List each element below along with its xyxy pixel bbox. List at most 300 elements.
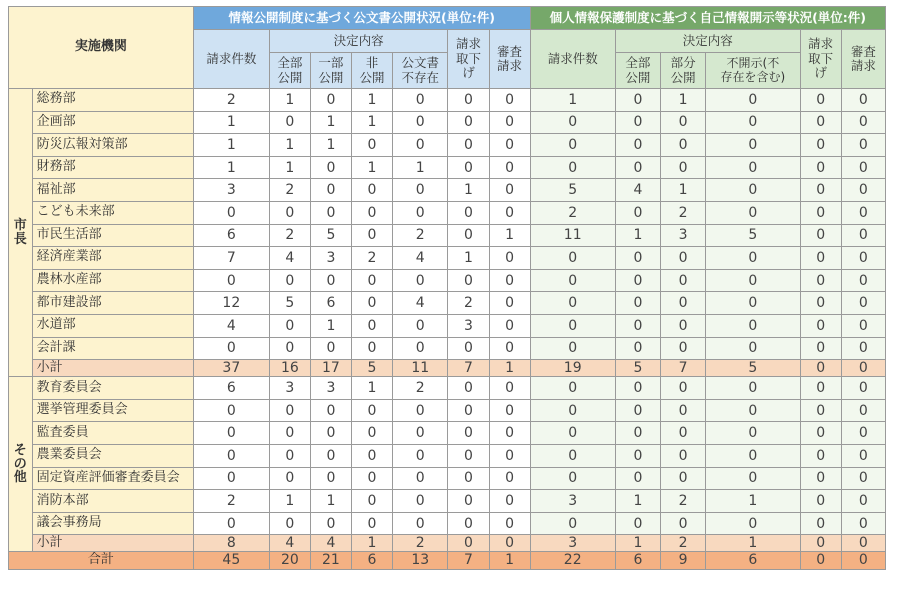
institution-header: 実施機関	[9, 7, 194, 89]
cell-value: 1	[706, 490, 800, 513]
group-label: そ の 他	[9, 377, 33, 552]
group-label: 市 長	[9, 89, 33, 377]
cell-value: 1	[615, 224, 660, 247]
cell-value: 0	[530, 269, 615, 292]
cell-value: 0	[489, 247, 530, 270]
cell-value: 5	[615, 360, 660, 377]
total-row	[9, 552, 886, 569]
cell-value: 0	[351, 292, 392, 315]
cell-value: 0	[660, 314, 705, 337]
cell-value: 0	[351, 512, 392, 535]
a-partial-header: 一部 公開	[310, 53, 351, 89]
table-row	[9, 314, 886, 337]
cell-value: 0	[351, 314, 392, 337]
cell-value: 0	[269, 201, 310, 224]
cell-value: 17	[310, 360, 351, 377]
cell-value: 11	[530, 224, 615, 247]
cell-value: 0	[489, 422, 530, 445]
cell-value: 0	[615, 156, 660, 179]
table-row	[9, 422, 886, 445]
table-row	[9, 134, 886, 157]
table-row	[9, 224, 886, 247]
cell-value: 0	[800, 224, 841, 247]
table-row	[9, 111, 886, 134]
cell-value: 0	[706, 179, 800, 202]
a-withdrawn-header: 請求 取下 げ	[448, 30, 489, 89]
cell-value: 0	[310, 201, 351, 224]
cell-value: 0	[800, 337, 841, 360]
cell-value: 1	[615, 535, 660, 552]
cell-value: 2	[393, 377, 448, 400]
cell-value: 0	[351, 224, 392, 247]
cell-value: 1	[530, 89, 615, 112]
cell-value: 0	[448, 111, 489, 134]
cell-value: 0	[489, 535, 530, 552]
a-requests-header: 請求件数	[193, 30, 269, 89]
cell-value: 0	[800, 111, 841, 134]
cell-value: 0	[660, 269, 705, 292]
cell-value: 0	[706, 337, 800, 360]
cell-value: 0	[530, 512, 615, 535]
cell-value: 0	[615, 134, 660, 157]
row-label: 農林水産部	[32, 269, 193, 292]
cell-value: 0	[310, 467, 351, 490]
cell-value: 7	[448, 360, 489, 377]
cell-value: 0	[841, 467, 885, 490]
cell-value: 0	[269, 111, 310, 134]
cell-value: 1	[448, 179, 489, 202]
cell-value: 1	[351, 89, 392, 112]
cell-value: 3	[193, 179, 269, 202]
cell-value: 6	[615, 552, 660, 569]
cell-value: 0	[448, 422, 489, 445]
cell-value: 0	[615, 512, 660, 535]
cell-value: 0	[448, 535, 489, 552]
cell-value: 0	[448, 377, 489, 400]
cell-value: 4	[393, 292, 448, 315]
cell-value: 2	[193, 490, 269, 513]
cell-value: 2	[393, 224, 448, 247]
cell-value: 0	[706, 314, 800, 337]
row-label: 農業委員会	[32, 445, 193, 468]
cell-value: 0	[310, 422, 351, 445]
row-label: 水道部	[32, 314, 193, 337]
cell-value: 0	[269, 422, 310, 445]
cell-value: 0	[393, 422, 448, 445]
cell-value: 21	[310, 552, 351, 569]
a-nodoc-header: 公文書 不存在	[393, 53, 448, 89]
cell-value: 0	[530, 111, 615, 134]
cell-value: 1	[660, 89, 705, 112]
cell-value: 0	[660, 292, 705, 315]
cell-value: 0	[489, 490, 530, 513]
cell-value: 0	[841, 552, 885, 569]
cell-value: 1	[310, 490, 351, 513]
row-label: 教育委員会	[32, 377, 193, 400]
cell-value: 3	[269, 377, 310, 400]
cell-value: 0	[530, 422, 615, 445]
table-row	[9, 89, 886, 112]
cell-value: 3	[448, 314, 489, 337]
table-body	[9, 89, 886, 570]
cell-value: 0	[615, 445, 660, 468]
cell-value: 0	[530, 292, 615, 315]
cell-value: 0	[841, 445, 885, 468]
cell-value: 1	[310, 134, 351, 157]
cell-value: 0	[615, 337, 660, 360]
cell-value: 0	[615, 269, 660, 292]
cell-value: 0	[351, 422, 392, 445]
cell-value: 0	[489, 314, 530, 337]
cell-value: 0	[800, 360, 841, 377]
cell-value: 16	[269, 360, 310, 377]
cell-value: 9	[660, 552, 705, 569]
cell-value: 0	[615, 201, 660, 224]
cell-value: 0	[841, 535, 885, 552]
cell-value: 0	[706, 247, 800, 270]
cell-value: 4	[615, 179, 660, 202]
cell-value: 0	[615, 399, 660, 422]
cell-value: 0	[310, 269, 351, 292]
cell-value: 0	[351, 399, 392, 422]
cell-value: 3	[530, 490, 615, 513]
cell-value: 0	[800, 535, 841, 552]
cell-value: 0	[393, 269, 448, 292]
row-label: 総務部	[32, 89, 193, 112]
cell-value: 20	[269, 552, 310, 569]
cell-value: 2	[660, 490, 705, 513]
cell-value: 1	[351, 156, 392, 179]
cell-value: 0	[841, 512, 885, 535]
cell-value: 0	[489, 89, 530, 112]
cell-value: 1	[393, 156, 448, 179]
cell-value: 0	[841, 399, 885, 422]
cell-value: 0	[800, 269, 841, 292]
cell-value: 0	[800, 314, 841, 337]
b-withdrawn-header: 請求 取下 げ	[800, 30, 841, 89]
cell-value: 1	[615, 490, 660, 513]
row-label: 議会事務局	[32, 512, 193, 535]
section-a-header: 情報公開制度に基づく公文書公開状況(単位:件)	[193, 7, 530, 30]
cell-value: 1	[269, 490, 310, 513]
cell-value: 2	[269, 179, 310, 202]
cell-value: 0	[351, 201, 392, 224]
cell-value: 0	[841, 269, 885, 292]
cell-value: 5	[269, 292, 310, 315]
cell-value: 1	[269, 89, 310, 112]
cell-value: 5	[530, 179, 615, 202]
b-requests-header: 請求件数	[530, 30, 615, 89]
cell-value: 0	[351, 467, 392, 490]
cell-value: 5	[310, 224, 351, 247]
cell-value: 1	[310, 111, 351, 134]
cell-value: 0	[489, 111, 530, 134]
cell-value: 1	[489, 360, 530, 377]
cell-value: 0	[310, 399, 351, 422]
b-nondisclosure-header: 不開示(不 存在を含む)	[706, 53, 800, 89]
cell-value: 0	[841, 224, 885, 247]
cell-value: 1	[269, 156, 310, 179]
cell-value: 6	[706, 552, 800, 569]
cell-value: 0	[489, 179, 530, 202]
cell-value: 19	[530, 360, 615, 377]
cell-value: 45	[193, 552, 269, 569]
cell-value: 0	[841, 360, 885, 377]
cell-value: 0	[706, 445, 800, 468]
cell-value: 0	[841, 89, 885, 112]
cell-value: 0	[393, 89, 448, 112]
cell-value: 0	[351, 134, 392, 157]
cell-value: 0	[393, 512, 448, 535]
row-label: 防災広報対策部	[32, 134, 193, 157]
table-row	[9, 292, 886, 315]
cell-value: 0	[706, 292, 800, 315]
cell-value: 0	[800, 134, 841, 157]
cell-value: 0	[530, 314, 615, 337]
cell-value: 0	[448, 201, 489, 224]
cell-value: 0	[489, 445, 530, 468]
cell-value: 0	[706, 134, 800, 157]
cell-value: 0	[393, 399, 448, 422]
cell-value: 0	[800, 552, 841, 569]
cell-value: 0	[841, 247, 885, 270]
cell-value: 11	[393, 360, 448, 377]
a-decision-header: 決定内容	[269, 30, 448, 53]
cell-value: 0	[269, 337, 310, 360]
cell-value: 3	[530, 535, 615, 552]
cell-value: 0	[706, 377, 800, 400]
row-label: 都市建設部	[32, 292, 193, 315]
cell-value: 0	[269, 314, 310, 337]
cell-value: 0	[269, 467, 310, 490]
cell-value: 1	[448, 247, 489, 270]
cell-value: 2	[530, 201, 615, 224]
cell-value: 0	[615, 377, 660, 400]
cell-value: 0	[660, 337, 705, 360]
cell-value: 0	[530, 156, 615, 179]
cell-value: 0	[489, 377, 530, 400]
b-decision-header: 決定内容	[615, 30, 800, 53]
cell-value: 22	[530, 552, 615, 569]
row-label: 財務部	[32, 156, 193, 179]
row-label: 固定資産評価審査委員会	[32, 467, 193, 490]
cell-value: 1	[660, 179, 705, 202]
table-row	[9, 377, 886, 400]
cell-value: 0	[310, 156, 351, 179]
cell-value: 0	[489, 399, 530, 422]
cell-value: 13	[393, 552, 448, 569]
cell-value: 0	[193, 337, 269, 360]
cell-value: 0	[706, 111, 800, 134]
cell-value: 0	[351, 445, 392, 468]
cell-value: 0	[706, 467, 800, 490]
cell-value: 0	[489, 201, 530, 224]
cell-value: 3	[310, 377, 351, 400]
cell-value: 0	[800, 512, 841, 535]
subtotal-row	[9, 535, 886, 552]
cell-value: 0	[800, 156, 841, 179]
cell-value: 0	[706, 399, 800, 422]
cell-value: 0	[393, 201, 448, 224]
cell-value: 5	[706, 360, 800, 377]
section-b-header: 個人情報保護制度に基づく自己情報開示等状況(単位:件)	[530, 7, 885, 30]
cell-value: 0	[489, 269, 530, 292]
row-label: 選挙管理委員会	[32, 399, 193, 422]
table-row	[9, 490, 886, 513]
cell-value: 0	[448, 269, 489, 292]
row-label: 市民生活部	[32, 224, 193, 247]
cell-value: 0	[351, 337, 392, 360]
cell-value: 0	[660, 467, 705, 490]
row-label: 会計課	[32, 337, 193, 360]
cell-value: 0	[706, 156, 800, 179]
cell-value: 0	[800, 422, 841, 445]
cell-value: 0	[269, 445, 310, 468]
cell-value: 0	[800, 247, 841, 270]
row-label: 福祉部	[32, 179, 193, 202]
cell-value: 0	[706, 422, 800, 445]
cell-value: 0	[310, 445, 351, 468]
cell-value: 1	[269, 134, 310, 157]
cell-value: 4	[269, 535, 310, 552]
cell-value: 0	[269, 399, 310, 422]
cell-value: 0	[193, 201, 269, 224]
cell-value: 0	[706, 269, 800, 292]
cell-value: 0	[660, 445, 705, 468]
cell-value: 2	[660, 535, 705, 552]
cell-value: 0	[393, 179, 448, 202]
cell-value: 1	[351, 535, 392, 552]
cell-value: 0	[489, 134, 530, 157]
cell-value: 0	[351, 490, 392, 513]
cell-value: 0	[841, 134, 885, 157]
cell-value: 0	[448, 512, 489, 535]
cell-value: 4	[193, 314, 269, 337]
cell-value: 0	[351, 269, 392, 292]
cell-value: 0	[660, 377, 705, 400]
cell-value: 0	[841, 337, 885, 360]
cell-value: 6	[310, 292, 351, 315]
cell-value: 0	[615, 89, 660, 112]
cell-value: 0	[351, 179, 392, 202]
a-nondisclosure-header: 非 公開	[351, 53, 392, 89]
cell-value: 0	[800, 201, 841, 224]
row-label: 合計	[9, 552, 194, 569]
cell-value: 0	[800, 445, 841, 468]
cell-value: 1	[706, 535, 800, 552]
cell-value: 0	[448, 399, 489, 422]
cell-value: 0	[841, 156, 885, 179]
cell-value: 0	[800, 399, 841, 422]
cell-value: 0	[310, 179, 351, 202]
cell-value: 0	[530, 467, 615, 490]
cell-value: 2	[351, 247, 392, 270]
cell-value: 0	[800, 490, 841, 513]
cell-value: 0	[660, 399, 705, 422]
cell-value: 0	[660, 512, 705, 535]
cell-value: 37	[193, 360, 269, 377]
cell-value: 7	[193, 247, 269, 270]
a-review-header: 審査 請求	[489, 30, 530, 89]
cell-value: 0	[310, 89, 351, 112]
cell-value: 2	[660, 201, 705, 224]
cell-value: 0	[448, 156, 489, 179]
table-row	[9, 269, 886, 292]
cell-value: 0	[530, 247, 615, 270]
cell-value: 1	[193, 134, 269, 157]
cell-value: 0	[393, 467, 448, 490]
cell-value: 1	[489, 552, 530, 569]
cell-value: 2	[448, 292, 489, 315]
cell-value: 0	[448, 467, 489, 490]
table-row	[9, 179, 886, 202]
cell-value: 2	[269, 224, 310, 247]
table-row	[9, 156, 886, 179]
cell-value: 7	[448, 552, 489, 569]
cell-value: 0	[660, 422, 705, 445]
cell-value: 0	[841, 292, 885, 315]
cell-value: 0	[393, 490, 448, 513]
cell-value: 5	[706, 224, 800, 247]
cell-value: 1	[193, 111, 269, 134]
table-row	[9, 445, 886, 468]
cell-value: 0	[393, 445, 448, 468]
table-row	[9, 337, 886, 360]
cell-value: 0	[800, 292, 841, 315]
subtotal-row	[9, 360, 886, 377]
cell-value: 6	[351, 552, 392, 569]
cell-value: 0	[530, 337, 615, 360]
cell-value: 0	[448, 134, 489, 157]
cell-value: 5	[351, 360, 392, 377]
cell-value: 1	[489, 224, 530, 247]
cell-value: 7	[660, 360, 705, 377]
cell-value: 0	[660, 111, 705, 134]
cell-value: 0	[660, 247, 705, 270]
table-row	[9, 247, 886, 270]
table-row	[9, 201, 886, 224]
cell-value: 0	[448, 224, 489, 247]
row-label: 小計	[32, 360, 193, 377]
row-label: 経済産業部	[32, 247, 193, 270]
cell-value: 0	[660, 156, 705, 179]
cell-value: 0	[841, 179, 885, 202]
cell-value: 8	[193, 535, 269, 552]
cell-value: 0	[800, 467, 841, 490]
cell-value: 0	[800, 179, 841, 202]
row-label: 消防本部	[32, 490, 193, 513]
cell-value: 0	[800, 89, 841, 112]
cell-value: 3	[660, 224, 705, 247]
cell-value: 0	[489, 156, 530, 179]
cell-value: 6	[193, 377, 269, 400]
b-review-header: 審査 請求	[841, 30, 885, 89]
cell-value: 2	[393, 535, 448, 552]
cell-value: 3	[310, 247, 351, 270]
cell-value: 0	[530, 134, 615, 157]
cell-value: 0	[448, 337, 489, 360]
cell-value: 1	[351, 111, 392, 134]
cell-value: 0	[800, 377, 841, 400]
row-label: 企画部	[32, 111, 193, 134]
cell-value: 0	[530, 399, 615, 422]
cell-value: 0	[448, 490, 489, 513]
cell-value: 0	[615, 247, 660, 270]
cell-value: 0	[269, 269, 310, 292]
cell-value: 0	[706, 201, 800, 224]
cell-value: 0	[193, 467, 269, 490]
cell-value: 0	[193, 422, 269, 445]
